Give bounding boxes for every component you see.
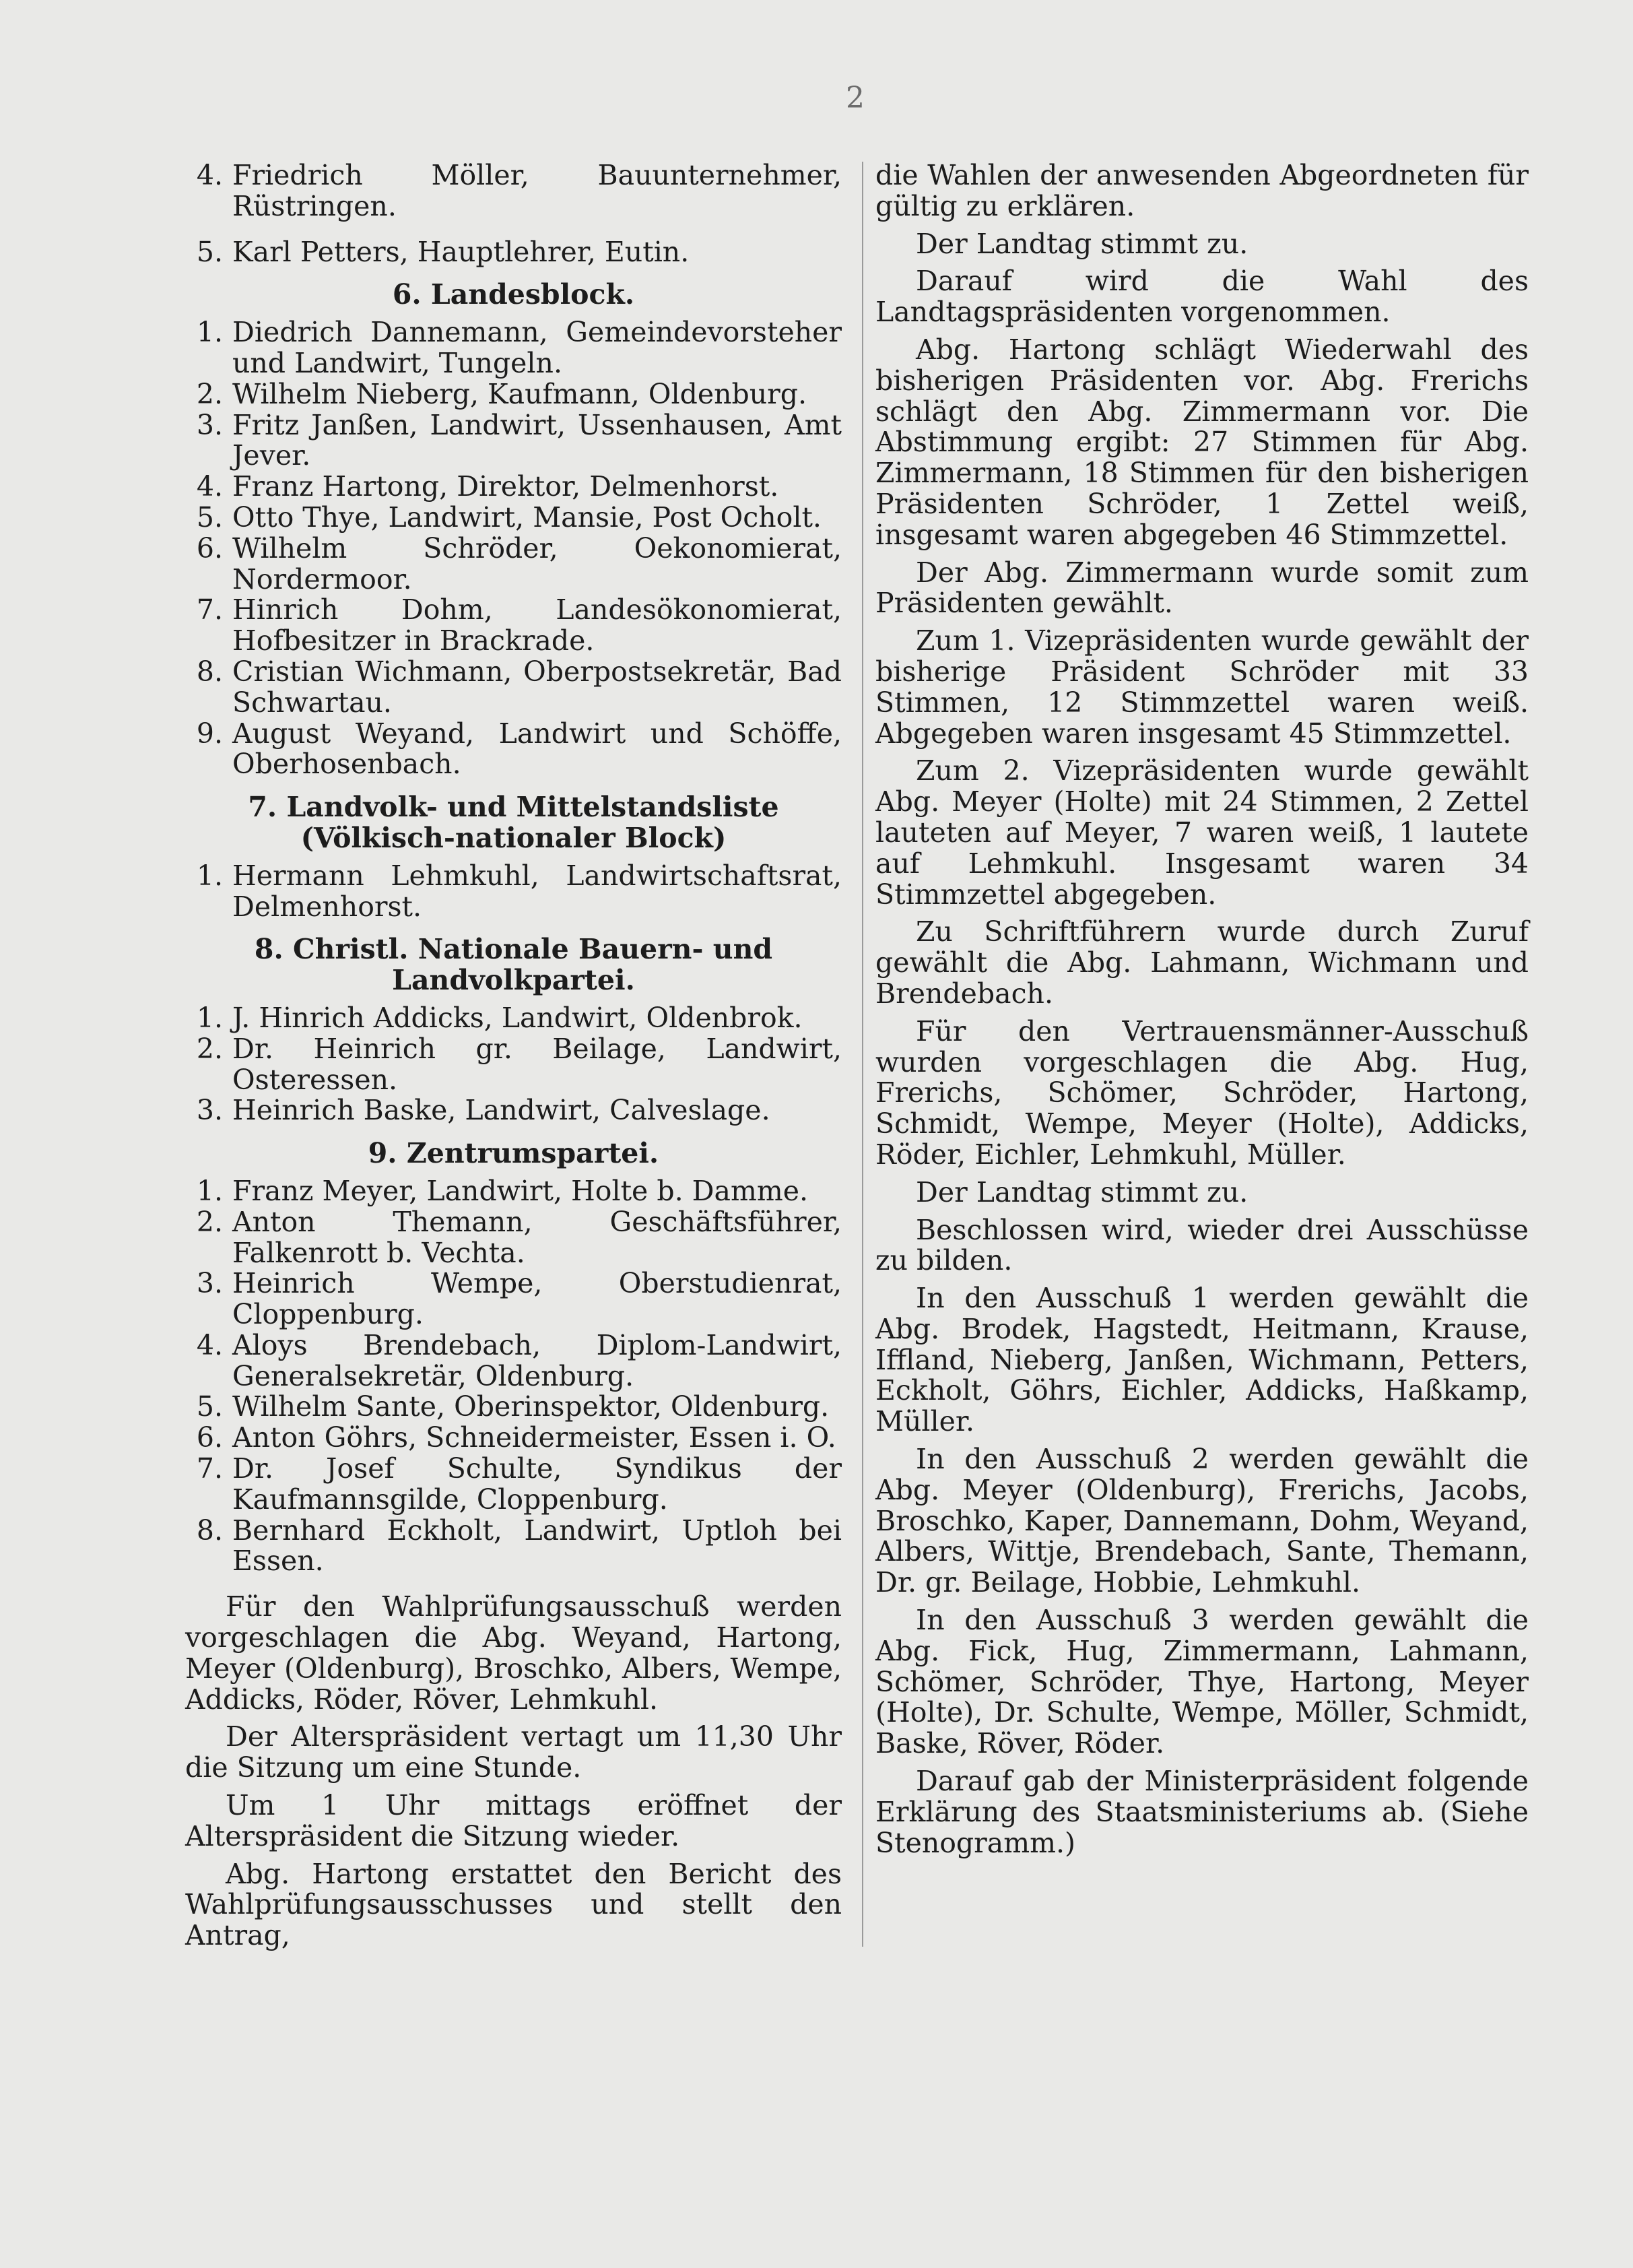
list-a <box>185 160 842 267</box>
paragraph: Der Landtag stimmt zu. <box>916 1175 1248 1208</box>
item-text: August Weyand, Landwirt und Schöffe, Oberhosenbach. <box>232 717 842 781</box>
item-text: Anton Göhrs, Schneidermeister, Essen i. O. <box>232 1421 836 1454</box>
paragraph: Darauf wird die Wahl des Landtagspräsidenten vorgenommen. <box>875 265 1529 329</box>
item-number: 4. <box>196 470 223 503</box>
item-text: Karl Petters, Hauptlehrer, Eutin. <box>232 235 690 268</box>
list-item <box>185 1207 842 1269</box>
list-item <box>185 237 842 268</box>
item-text: Diedrich Dannemann, Gemeindevorsteher und Landwirt, Tungeln. <box>232 316 842 379</box>
list-item <box>185 160 842 222</box>
list-item <box>185 1330 842 1392</box>
item-number: 1. <box>196 316 223 349</box>
list-item <box>185 379 842 410</box>
item-number: 1. <box>196 1174 223 1207</box>
item-text: Wilhelm Nieberg, Kaufmann, Oldenburg. <box>232 377 807 410</box>
paragraph: Abg. Hartong schlägt Wiederwahl des bisherigen Präsidenten vor. Abg. Frerichs schlägt den Abg. Zimmermann vor. Die Abstimmung ergibt: 27 Stimmen für Abg. Zimmermann, 18 Stimmen für den bisherigen Präsidenten Schröder, 1 Zettel weiß, insgesamt waren abgegeben 46 Stimmzettel. <box>875 333 1529 551</box>
item-number: 3. <box>196 1094 223 1127</box>
list-6 <box>185 317 842 780</box>
item-number: 7. <box>196 593 223 626</box>
item-number: 5. <box>196 1390 223 1423</box>
item-text: Fritz Janßen, Landwirt, Ussenhausen, Amt Jever. <box>232 408 842 472</box>
paragraph: Der Abg. Zimmermann wurde somit zum Präsidenten gewählt. <box>875 556 1529 620</box>
paragraph: Zu Schriftführern wurde durch Zuruf gewählt die Abg. Lahmann, Wichmann und Brendebach. <box>875 915 1529 1010</box>
list-item <box>185 1516 842 1578</box>
list-item <box>185 1003 842 1034</box>
item-text: Anton Themann, Geschäftsführer, Falkenrott b. Vechta. <box>232 1205 842 1269</box>
list-item <box>185 317 842 379</box>
item-number: 8. <box>196 655 223 688</box>
item-text: J. Hinrich Addicks, Landwirt, Oldenbrok. <box>232 1001 803 1034</box>
list-item <box>185 1454 842 1516</box>
left-column <box>185 160 842 1951</box>
item-number: 6. <box>196 531 223 564</box>
item-text: Heinrich Wempe, Oberstudienrat, Cloppenburg. <box>232 1267 842 1331</box>
list-9 <box>185 1176 842 1577</box>
list-item <box>185 861 842 923</box>
item-number: 2. <box>196 377 223 410</box>
item-text: Bernhard Eckholt, Landwirt, Uptloh bei Essen. <box>232 1514 842 1578</box>
item-number: 4. <box>196 1328 223 1361</box>
list-item <box>185 472 842 503</box>
item-text: Otto Thye, Landwirt, Mansie, Post Ocholt. <box>232 500 822 533</box>
item-text: Dr. Heinrich gr. Beilage, Landwirt, Osteressen. <box>232 1032 842 1096</box>
list-item <box>185 533 842 595</box>
item-text: Wilhelm Schröder, Oekonomierat, Nordermoor. <box>232 531 842 595</box>
item-number: 5. <box>196 500 223 533</box>
list-8 <box>185 1003 842 1126</box>
paragraph-continuation: die Wahlen der anwesenden Abgeordneten für gültig zu erklären. <box>875 159 1529 222</box>
paragraph: Für den Wahlprüfungsausschuß werden vorgeschlagen die Abg. Weyand, Hartong, Meyer (Oldenburg), Broschko, Albers, Wempe, Addicks, Röder, Röver, Lehmkuhl. <box>185 1590 842 1716</box>
item-text: Cristian Wichmann, Oberpostsekretär, Bad Schwartau. <box>232 655 842 719</box>
item-text: Dr. Josef Schulte, Syndikus der Kaufmannsgilde, Cloppenburg. <box>232 1452 842 1516</box>
item-text: Franz Hartong, Direktor, Delmenhorst. <box>232 470 779 503</box>
section-heading-8: 8. Christl. Nationale Bauern- und Landvolkpartei. <box>254 933 773 997</box>
list-7 <box>185 861 842 923</box>
item-number: 6. <box>196 1421 223 1454</box>
item-number: 4. <box>196 159 223 191</box>
item-text: Friedrich Möller, Bauunternehmer, Rüstringen. <box>232 159 842 222</box>
paragraph: Zum 2. Vizepräsidenten wurde gewählt Abg. Meyer (Holte) mit 24 Stimmen, 2 Zettel lauteten auf Meyer, 7 waren weiß, 1 lautete auf Lehmkuhl. Insgesamt waren 34 Stimmzettel abgegeben. <box>875 754 1529 911</box>
list-item <box>185 1095 842 1126</box>
paragraph: Der Alterspräsident vertagt um 11,30 Uhr die Sitzung um eine Stunde. <box>185 1720 842 1784</box>
list-item <box>185 595 842 657</box>
item-text: Franz Meyer, Landwirt, Holte b. Damme. <box>232 1174 809 1207</box>
section-heading-9: 9. Zentrumspartei. <box>368 1137 659 1170</box>
item-number: 2. <box>196 1032 223 1065</box>
list-item <box>185 1176 842 1207</box>
section-heading-6: 6. Landesblock. <box>392 278 635 311</box>
list-item <box>185 1392 842 1423</box>
paragraph: Beschlossen wird, wieder drei Ausschüsse zu bilden. <box>875 1213 1529 1277</box>
paragraph: In den Ausschuß 3 werden gewählt die Abg. Fick, Hug, Zimmermann, Lahmann, Schömer, Schröder, Thye, Hartong, Meyer (Holte), Dr. Schulte, Wempe, Möller, Schmidt, Baske, Röver, Röder. <box>875 1604 1529 1760</box>
paragraph: In den Ausschuß 1 werden gewählt die Abg. Brodek, Hagstedt, Heitmann, Krause, Iffland, Nieberg, Janßen, Wichmann, Petters, Eckholt, Göhrs, Eichler, Addicks, Haßkamp, Müller. <box>875 1282 1529 1438</box>
item-number: 7. <box>196 1452 223 1485</box>
paragraph: Der Landtag stimmt zu. <box>916 227 1248 260</box>
list-item <box>185 657 842 719</box>
item-number: 3. <box>196 1267 223 1300</box>
paragraph: In den Ausschuß 2 werden gewählt die Abg. Meyer (Oldenburg), Frerichs, Jacobs, Broschko, Kaper, Dannemann, Dohm, Weyand, Albers, Wittje, Brendebach, Sante, Themann, Dr. gr. Beilage, Hobbie, Lehmkuhl. <box>875 1443 1529 1599</box>
column-divider <box>862 162 863 1947</box>
item-number: 5. <box>196 235 223 268</box>
list-item <box>185 1034 842 1096</box>
list-item <box>185 1268 842 1330</box>
item-number: 1. <box>196 859 223 892</box>
list-item <box>185 500 842 533</box>
item-text: Aloys Brendebach, Diplom-Landwirt, Generalsekretär, Oldenburg. <box>232 1328 842 1392</box>
item-text: Hermann Lehmkuhl, Landwirtschaftsrat, Delmenhorst. <box>232 859 842 923</box>
right-column <box>875 160 1529 1858</box>
paragraph: Abg. Hartong erstattet den Bericht des Wahlprüfungsausschusses und stellt den Antrag, <box>185 1857 842 1952</box>
item-text: Wilhelm Sante, Oberinspektor, Oldenburg. <box>232 1390 830 1423</box>
list-item <box>185 1423 842 1454</box>
paragraph: Darauf gab der Ministerpräsident folgende Erklärung des Staatsministeriums ab. (Siehe Stenogramm.) <box>875 1765 1529 1859</box>
item-number: 1. <box>196 1001 223 1034</box>
list-item <box>185 719 842 781</box>
item-text: Hinrich Dohm, Landesökonomierat, Hofbesitzer in Brackrade. <box>232 593 842 657</box>
item-number: 8. <box>196 1514 223 1547</box>
item-text: Heinrich Baske, Landwirt, Calveslage. <box>232 1094 770 1127</box>
paragraph: Zum 1. Vizepräsidenten wurde gewählt der bisherige Präsident Schröder mit 33 Stimmen, 12 Stimmzettel waren weiß. Abgegeben waren insgesamt 45 Stimmzettel. <box>875 624 1529 750</box>
item-number: 9. <box>196 717 223 750</box>
item-number: 2. <box>196 1205 223 1238</box>
paragraph: Für den Vertrauensmänner-Ausschuß wurden vorgeschlagen die Abg. Hug, Frerichs, Schömer, Schröder, Hartong, Schmidt, Wempe, Meyer (Holte), Addicks, Röder, Eichler, Lehmkuhl, Müller. <box>875 1014 1529 1171</box>
item-number: 3. <box>196 408 223 441</box>
page-number: 2 <box>846 81 865 115</box>
list-item <box>185 410 842 472</box>
paragraph: Um 1 Uhr mittags eröffnet der Alterspräsident die Sitzung wieder. <box>185 1789 842 1852</box>
section-heading-7: 7. Landvolk- und Mittelstandsliste (Völkisch-nationaler Block) <box>248 791 779 854</box>
